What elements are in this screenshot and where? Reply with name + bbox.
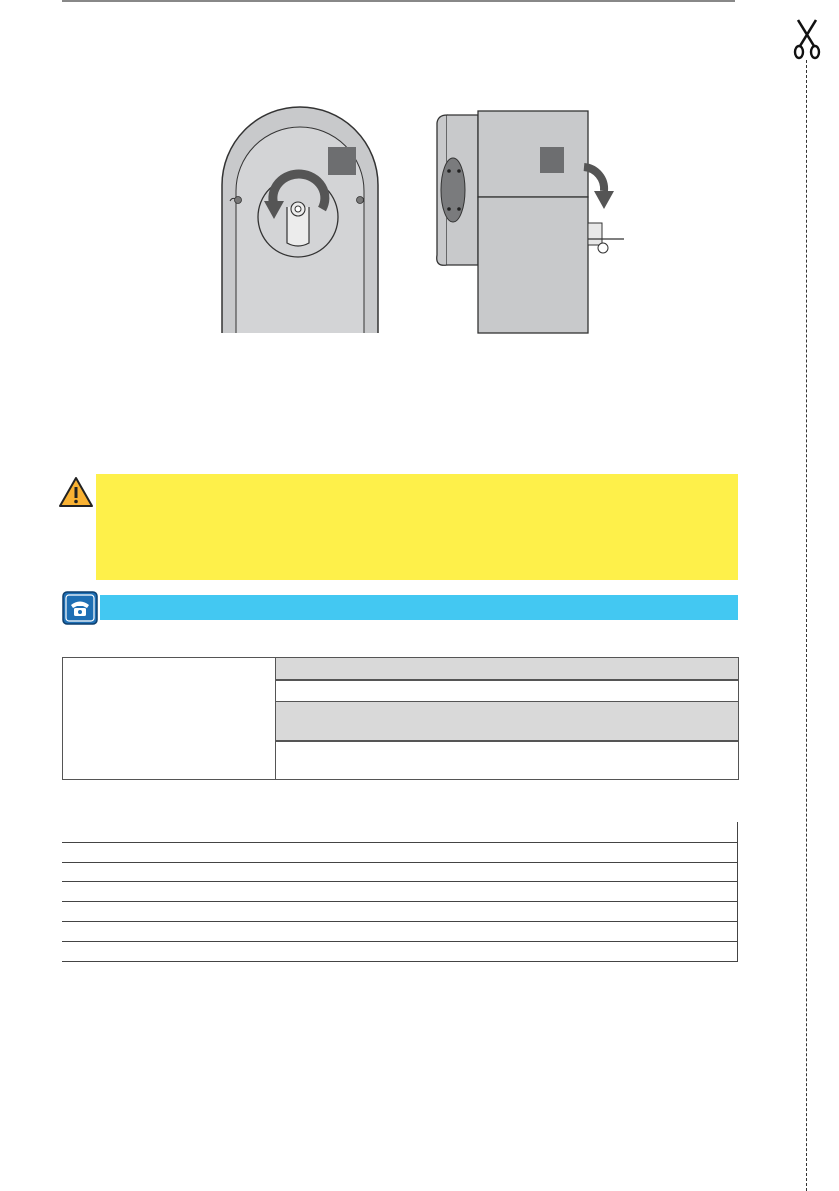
log-table-row-line: [62, 842, 738, 843]
log-table-row-line: [62, 921, 738, 922]
telephone-icon: [62, 591, 98, 625]
log-table-row-line: [62, 881, 738, 882]
side-view: [437, 111, 624, 333]
info-table-left-cell: [62, 657, 276, 780]
scissors-icon: [792, 18, 822, 60]
barrier-illustration: [210, 105, 640, 337]
log-table-row-line: [62, 862, 738, 863]
info-table-row: [275, 657, 739, 681]
maintenance-log-table: [62, 822, 738, 962]
contact-section-bar: [100, 595, 738, 620]
log-table-row-line: [62, 901, 738, 902]
cut-line: [806, 60, 807, 1191]
info-table-row: [275, 701, 739, 742]
info-table-row: [275, 740, 739, 780]
warning-notice: [96, 474, 738, 580]
top-rule: [62, 0, 735, 2]
front-view: [222, 107, 378, 333]
log-table-row-line: [62, 941, 738, 942]
log-table-row-line: [62, 961, 738, 962]
info-table-row: [275, 679, 739, 703]
installer-info-table: [62, 657, 738, 780]
warning-triangle-icon: [58, 476, 94, 508]
